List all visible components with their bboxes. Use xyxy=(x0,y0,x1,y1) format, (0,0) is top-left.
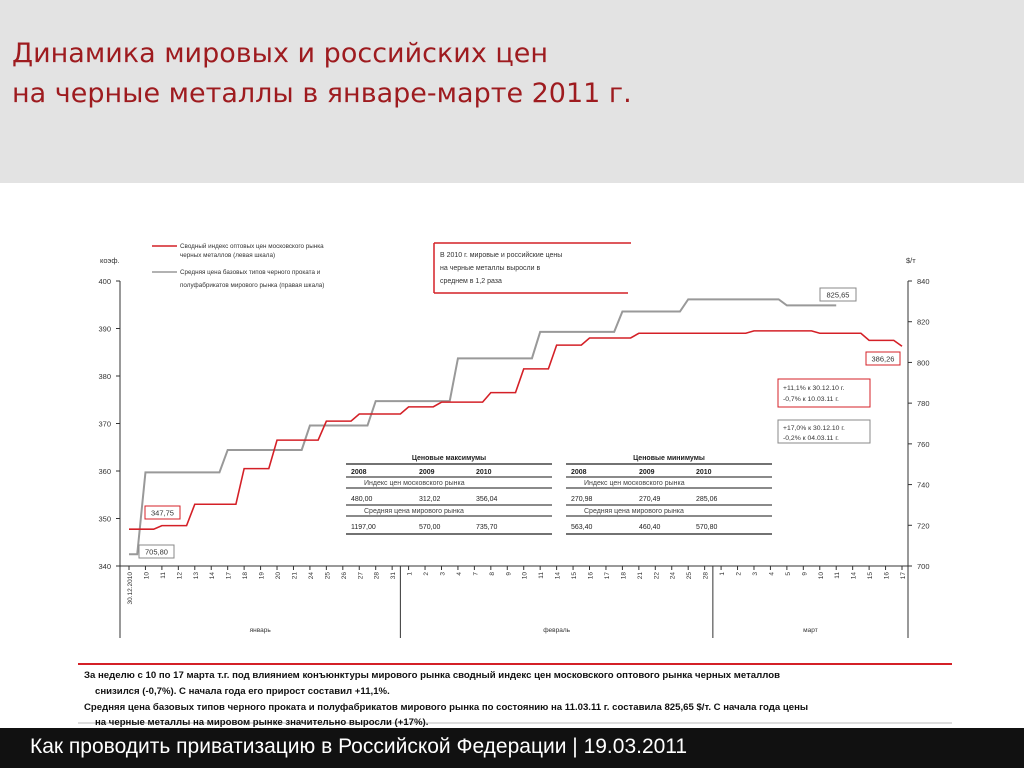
x-tick-label: 18 xyxy=(620,572,628,580)
x-tick-label: 4 xyxy=(455,572,463,576)
x-tick-label: 22 xyxy=(653,572,661,580)
x-tick-label: 18 xyxy=(242,572,250,580)
table-min-row1-cell: 270,49 xyxy=(639,496,661,503)
x-tick-label: 10 xyxy=(817,572,825,580)
left-axis-label: коэф. xyxy=(100,256,120,265)
x-tick-label: 28 xyxy=(373,572,381,580)
callout-end-gray: 825,65 xyxy=(826,290,850,300)
right-tick-label: 840 xyxy=(917,277,930,286)
left-tick-label: 350 xyxy=(98,514,111,524)
table-min-row1-cell: 270,98 xyxy=(571,496,593,503)
table-max-row1-cell: 312,02 xyxy=(419,496,441,503)
legend-red-label-1: Сводный индекс оптовых цен московского рынка xyxy=(180,243,324,250)
x-tick-label: 16 xyxy=(587,572,595,580)
left-tick-label: 400 xyxy=(98,277,111,286)
table-min-sub1: Индекс цен московского рынка xyxy=(584,480,685,487)
x-tick-label: 24 xyxy=(669,572,677,580)
left-tick-label: 360 xyxy=(98,467,111,476)
pct-gray-text: -0,2% к 04.03.11 г. xyxy=(783,435,839,442)
slide-title-line-1: Динамика мировых и российских цен xyxy=(12,38,549,69)
table-max-row2-cell: 570,00 xyxy=(419,524,441,531)
left-tick-label: 340 xyxy=(98,562,111,571)
x-tick-label: 8 xyxy=(488,572,496,576)
right-tick-label: 720 xyxy=(917,521,930,531)
x-tick-label: 12 xyxy=(176,572,184,580)
x-tick-label: 27 xyxy=(357,572,365,580)
table-min-row2-cell: 460,40 xyxy=(639,524,661,531)
pct-gray-text: +17,0% к 30.12.10 г. xyxy=(783,425,845,432)
x-tick-label: 14 xyxy=(554,572,562,580)
x-tick-label: 25 xyxy=(324,572,332,580)
table-max-year: 2010 xyxy=(476,469,492,476)
x-tick-label: 28 xyxy=(702,572,710,580)
x-tick-label: 13 xyxy=(192,572,200,580)
info-text: среднем в 1,2 раза xyxy=(440,278,502,285)
month-label: март xyxy=(803,627,818,634)
table-min-sub2: Средняя цена мирового рынка xyxy=(584,508,684,515)
table-min-row2-cell: 563,40 xyxy=(571,524,593,531)
month-label: январь xyxy=(249,627,271,634)
x-tick-label: 15 xyxy=(867,572,875,580)
x-tick-label: 25 xyxy=(686,572,694,580)
table-min-row1-cell: 285,06 xyxy=(696,496,718,503)
x-tick-label: 5 xyxy=(784,572,792,576)
month-label: февраль xyxy=(543,627,571,634)
table-max-title: Ценовые максимумы xyxy=(411,455,487,462)
pct-red-text: +11,1% к 30.12.10 г. xyxy=(783,385,845,392)
x-tick-label: 16 xyxy=(883,572,891,580)
x-tick-label: 17 xyxy=(225,572,233,580)
right-tick-label: 760 xyxy=(917,439,930,449)
legend-gray-label-2: полуфабрикатов мирового рынка (правая шкала) xyxy=(180,282,325,289)
info-text: на черные металлы выросли в xyxy=(440,265,541,272)
x-tick-label: 31 xyxy=(390,572,398,580)
x-tick-label: 10 xyxy=(521,572,529,580)
table-min-year: 2010 xyxy=(696,469,712,476)
table-max-row2-cell: 1197,00 xyxy=(351,524,376,531)
x-tick-label: 9 xyxy=(505,572,513,576)
x-tick-label: 1 xyxy=(406,572,414,576)
table-min-title: Ценовые минимумы xyxy=(633,455,705,462)
footer-bar xyxy=(0,728,1024,768)
callout-end-red: 386,26 xyxy=(871,354,895,364)
x-tick-label: 20 xyxy=(275,572,283,580)
x-tick-label: 11 xyxy=(538,572,546,579)
right-tick-label: 800 xyxy=(917,358,930,368)
x-tick-label: 30.12.2010 xyxy=(127,572,134,605)
x-tick-label: 1 xyxy=(719,572,727,576)
x-tick-label: 10 xyxy=(143,572,151,580)
legend-gray-label-1: Средняя цена базовых типов черного проката и xyxy=(180,269,321,276)
legend-red-label-2: черных металлов (левая шкала) xyxy=(180,252,276,259)
x-tick-label: 2 xyxy=(735,572,743,576)
pct-red-text: -0,7% к 10.03.11 г. xyxy=(783,396,839,403)
table-max-row2-cell: 735,70 xyxy=(476,524,498,531)
left-tick-label: 380 xyxy=(98,372,111,381)
x-tick-label: 2 xyxy=(423,572,431,576)
x-tick-label: 3 xyxy=(439,572,447,576)
x-tick-label: 19 xyxy=(258,572,266,580)
table-min-row2-cell: 570,80 xyxy=(696,524,718,531)
x-tick-label: 3 xyxy=(751,572,759,576)
table-max-sub1: Индекс цен московского рынка xyxy=(364,480,465,487)
x-tick-label: 26 xyxy=(340,572,348,580)
callout-start-red: 347,75 xyxy=(151,508,174,518)
right-axis-label: $/т xyxy=(906,256,916,265)
left-tick-label: 370 xyxy=(98,419,111,429)
right-tick-label: 820 xyxy=(917,317,930,327)
x-tick-label: 14 xyxy=(209,572,217,580)
x-tick-label: 17 xyxy=(603,572,611,580)
x-tick-label: 21 xyxy=(636,572,644,580)
info-text: В 2010 г. мировые и российские цены xyxy=(440,252,563,259)
x-tick-label: 24 xyxy=(307,572,315,580)
x-tick-label: 4 xyxy=(768,572,776,576)
note-line-2a: Средняя цена базовых типов черного проката и полуфабрикатов мирового рынка по состоянию на 11.03.11 г. составила 825,65 $/т. С начала года цены xyxy=(84,702,809,713)
x-tick-label: 11 xyxy=(159,572,167,579)
right-tick-label: 740 xyxy=(917,480,930,490)
right-tick-label: 780 xyxy=(917,399,930,409)
x-tick-label: 21 xyxy=(291,572,299,580)
x-tick-label: 17 xyxy=(900,572,907,580)
x-tick-label: 14 xyxy=(850,572,858,580)
table-max-year: 2009 xyxy=(419,469,435,476)
table-max-row1-cell: 356,04 xyxy=(476,496,498,503)
x-tick-label: 15 xyxy=(571,572,579,580)
table-max-sub2: Средняя цена мирового рынка xyxy=(364,508,464,515)
x-tick-label: 7 xyxy=(472,572,480,576)
table-max-row1-cell: 480,00 xyxy=(351,496,373,503)
right-tick-label: 700 xyxy=(917,562,930,571)
slide-title-line-2: на черные металлы в январе-марте 2011 г. xyxy=(12,78,632,109)
table-min-year: 2008 xyxy=(571,469,587,476)
x-tick-label: 9 xyxy=(801,572,809,576)
callout-start-gray: 705,80 xyxy=(145,547,168,557)
x-tick-label: 11 xyxy=(834,572,842,579)
table-min-year: 2009 xyxy=(639,469,655,476)
left-tick-label: 390 xyxy=(98,324,111,334)
table-max-year: 2008 xyxy=(351,469,367,476)
footer-text: Как проводить приватизацию в Российской Федерации | 19.03.2011 xyxy=(30,735,688,758)
note-line-1a: За неделю с 10 по 17 марта т.г. под влиянием конъюнктуры мирового рынка сводный индекс цен московского оптового рынка черных металлов xyxy=(84,670,780,681)
note-line-1b: снизился (-0,7%). С начала года его прирост составил +11,1%. xyxy=(95,686,390,697)
note-line-2b: на черные металлы на мировом рынке значительно выросли (+17%). xyxy=(95,717,429,728)
